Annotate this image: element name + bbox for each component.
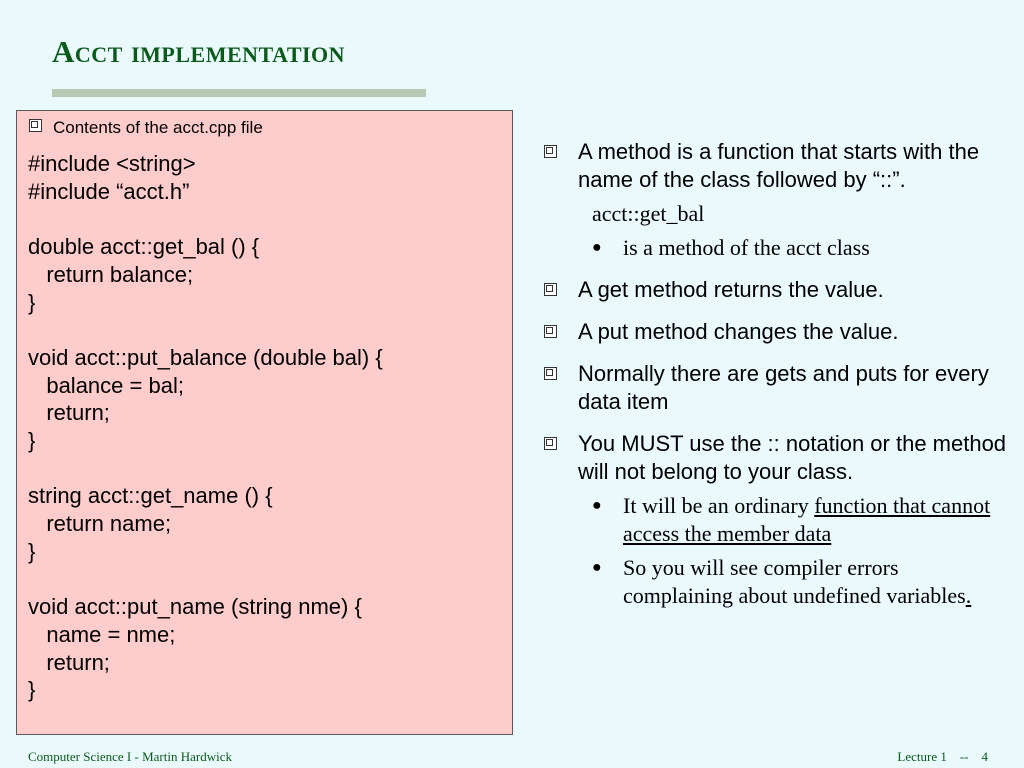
example-method-name: acct::get_bal: [592, 201, 705, 226]
bullet-put-method: [540, 318, 1010, 346]
bullet-text: Normally there are gets and puts for every data item: [578, 361, 989, 414]
title-underline-bar: [52, 89, 426, 97]
dot-bullet-icon: ●: [592, 559, 602, 576]
code-box: [16, 110, 513, 735]
bullet-text: A method is a function that starts with the name of the class followed by “::”.: [578, 139, 980, 192]
checkbox-bullet-icon: [544, 145, 557, 158]
code-listing: #include <string> #include “acct.h” double acct::get_bal () { return balance; } void acct::put_balance (double bal) { balance = bal; return; } string acct::get_name () { return name; } void acct::put_name (string nme) { name = nme; return; }: [28, 151, 383, 703]
sub-bullet-underlined-text: function that cannot access the member data: [623, 493, 991, 546]
checkbox-bullet-icon: [544, 437, 557, 450]
dot-bullet-icon: ●: [592, 239, 602, 256]
bullet-text: A put method changes the value.: [578, 319, 899, 344]
bullet-text: A get method returns the value.: [578, 277, 884, 302]
slide-title: Acct implementation: [52, 34, 346, 69]
code-box-heading-text: Contents of the acct.cpp file: [53, 118, 263, 137]
bullet-scope-notation: [540, 430, 1010, 486]
bullet-method-definition: [540, 138, 1010, 194]
checkbox-bullet-icon: [544, 283, 557, 296]
sub-bullet-text: It will be an ordinary: [623, 493, 815, 518]
code-box-heading: [29, 118, 263, 138]
sub-bullet-underlined-period: .: [965, 583, 972, 608]
bullet-get-method: [540, 276, 1010, 304]
footer-course: Computer Science I - Martin Hardwick: [28, 749, 232, 764]
checkbox-bullet-icon: [544, 367, 557, 380]
bullet-list: [540, 138, 1010, 610]
dot-bullet-icon: ●: [592, 497, 602, 514]
sub-bullet-text: is a method of the acct class: [623, 235, 870, 260]
sub-bullet-compiler-errors: [540, 554, 1010, 610]
bullet-text: You MUST use the :: notation or the method will not belong to your class.: [578, 431, 1007, 484]
bullet-gets-and-puts: [540, 360, 1010, 416]
sub-bullet-ordinary-function: [540, 492, 1010, 548]
footer-slide-number: Lecture 1 -- 4: [897, 749, 988, 764]
sub-bullet-text: So you will see compiler errors complaining about undefined variables: [623, 555, 966, 608]
sub-bullet-method-of-class: [540, 234, 1010, 262]
checkbox-bullet-icon: [544, 325, 557, 338]
checkbox-bullet-icon: [29, 119, 42, 132]
